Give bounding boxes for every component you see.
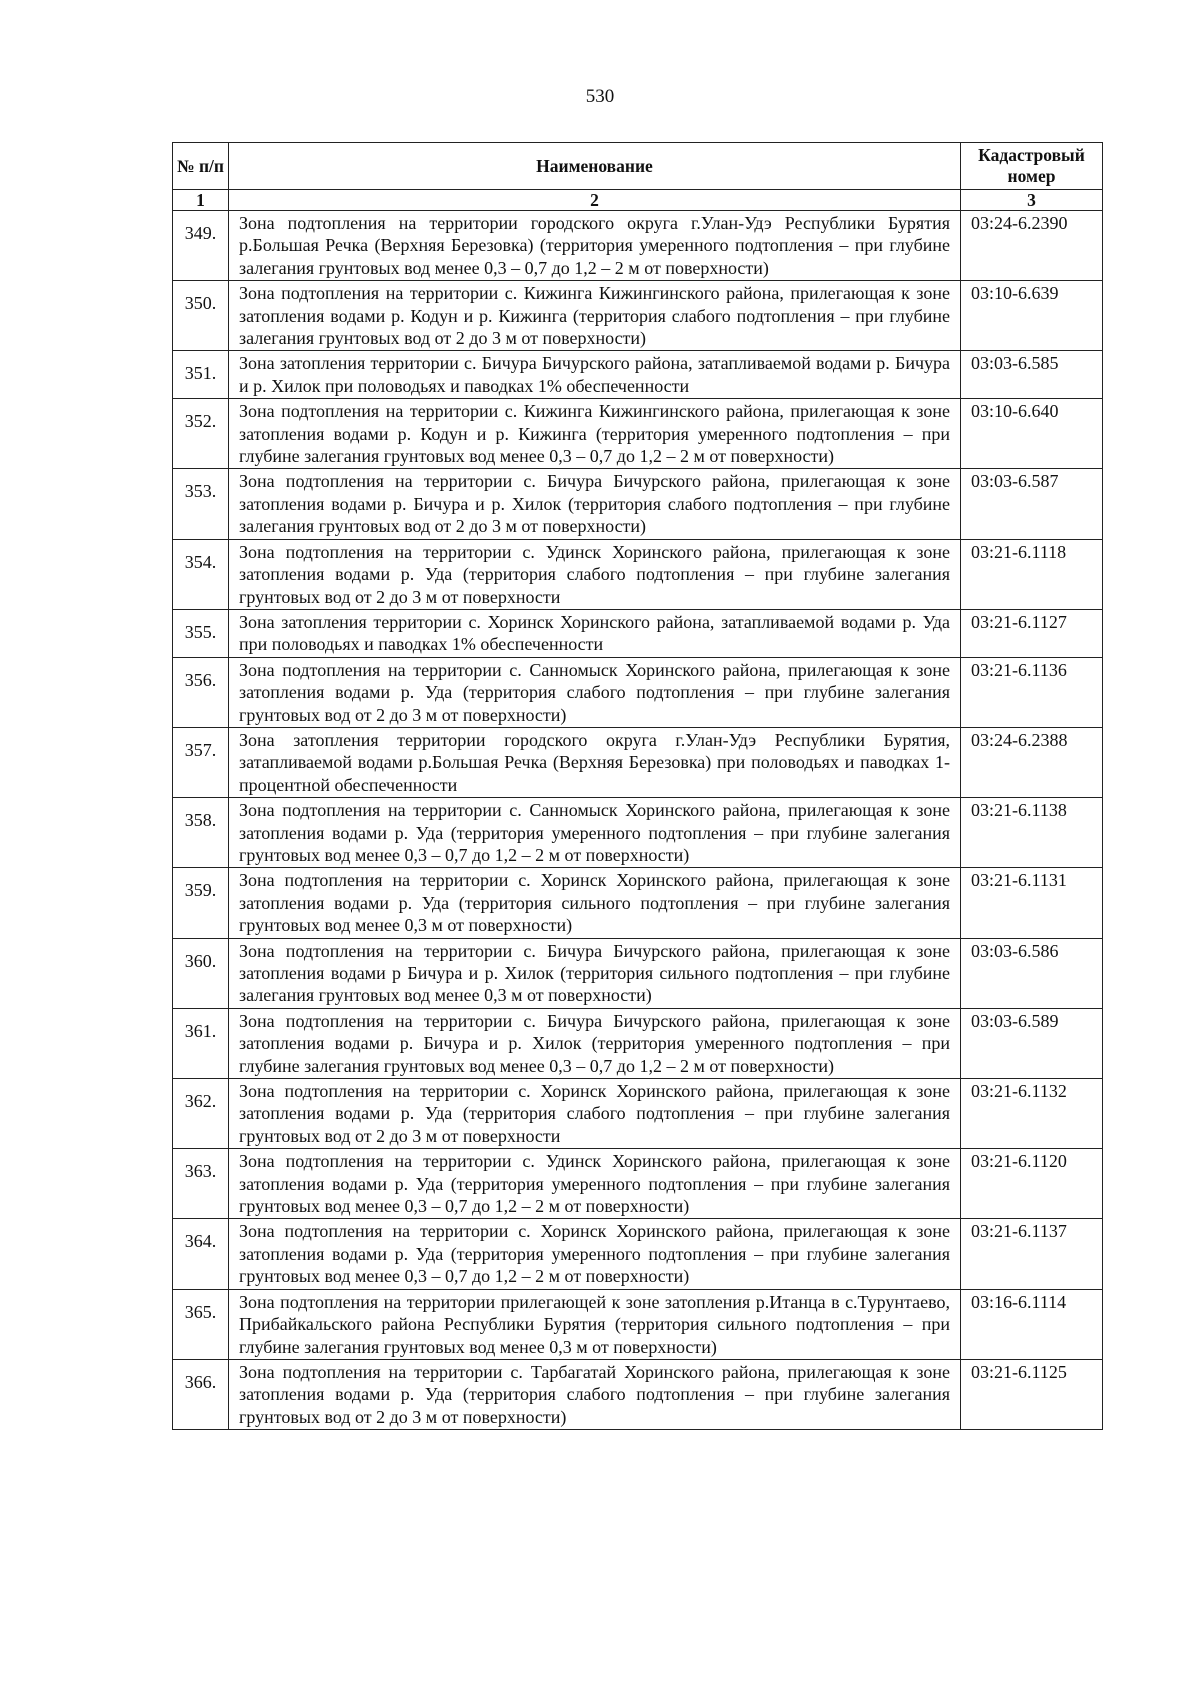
cadastral-number: 03:10-6.639: [961, 281, 1103, 351]
cadastral-number: 03:24-6.2390: [961, 211, 1103, 281]
table-row: [173, 281, 1103, 351]
row-number: 358.: [173, 798, 229, 868]
table-row: [173, 1289, 1103, 1359]
table-row: [173, 657, 1103, 727]
table-row: [173, 1008, 1103, 1078]
zone-name: Зона подтопления на территории с. Кижинга Кижингинского района, прилегающая к зоне затопления водами р. Кодун и р. Кижинга (территория слабого подтопления – при глубине залегания грунтовых вод от 2 до 3 м от поверхности): [229, 281, 961, 351]
table-row: [173, 1079, 1103, 1149]
row-number: 364.: [173, 1219, 229, 1289]
cadastral-number: 03:21-6.1120: [961, 1149, 1103, 1219]
cadastral-number: 03:21-6.1138: [961, 798, 1103, 868]
row-number: 366.: [173, 1359, 229, 1429]
row-number: 351.: [173, 351, 229, 399]
row-number: 355.: [173, 609, 229, 657]
row-number: 349.: [173, 211, 229, 281]
cadastral-number: 03:21-6.1118: [961, 539, 1103, 609]
zone-name: Зона подтопления на территории с. Бичура Бичурского района, прилегающая к зоне затопления водами р. Бичура и р. Хилок (территория умеренного подтопления – при глубине залегания грунтовых вод менее 0,3 – 0,7 до 1,2 – 2 м от поверхности): [229, 1008, 961, 1078]
row-number: 360.: [173, 938, 229, 1008]
table-row: [173, 609, 1103, 657]
cadastral-number: 03:03-6.589: [961, 1008, 1103, 1078]
zone-name: Зона подтопления на территории с. Санномыск Хоринского района, прилегающая к зоне затопления водами р. Уда (территория слабого подтопления – при глубине залегания грунтовых вод от 2 до 3 м от поверхности): [229, 657, 961, 727]
table-row: [173, 1149, 1103, 1219]
cadastral-number: 03:03-6.586: [961, 938, 1103, 1008]
table-row: [173, 399, 1103, 469]
cadastral-number: 03:21-6.1127: [961, 609, 1103, 657]
zone-name: Зона подтопления на территории с. Санномыск Хоринского района, прилегающая к зоне затопления водами р. Уда (территория умеренного подтопления – при глубине залегания грунтовых вод менее 0,3 – 0,7 до 1,2 – 2 м от поверхности): [229, 798, 961, 868]
table-header-row: [173, 143, 1103, 190]
column-number: 2: [229, 190, 961, 211]
table-row: [173, 211, 1103, 281]
table-row: [173, 539, 1103, 609]
row-number: 362.: [173, 1079, 229, 1149]
zone-name: Зона подтопления на территории городского округа г.Улан-Удэ Республики Бурятия р.Большая Речка (Верхняя Березовка) (территория умеренного подтопления – при глубине залегания грунтовых вод менее 0,3 – 0,7 до 1,2 – 2 м от поверхности): [229, 211, 961, 281]
header-name: Наименование: [229, 143, 961, 190]
row-number: 363.: [173, 1149, 229, 1219]
zone-name: Зона затопления территории городского округа г.Улан-Удэ Республики Бурятия, затапливаемой водами р.Большая Речка (Верхняя Березовка) при половодьях и паводках 1-процентной обеспеченности: [229, 727, 961, 797]
column-number-row: [173, 190, 1103, 211]
table-body: [173, 211, 1103, 1430]
table-row: [173, 798, 1103, 868]
table-row: [173, 868, 1103, 938]
row-number: 361.: [173, 1008, 229, 1078]
zone-name: Зона подтопления на территории с. Бичура Бичурского района, прилегающая к зоне затопления водами р. Бичура и р. Хилок (территория слабого подтопления – при глубине залегания грунтовых вод от 2 до 3 м от поверхности): [229, 469, 961, 539]
zone-name: Зона подтопления на территории с. Хоринск Хоринского района, прилегающая к зоне затопления водами р. Уда (территория слабого подтопления – при глубине залегания грунтовых вод от 2 до 3 м от поверхности: [229, 1079, 961, 1149]
cadastral-number: 03:24-6.2388: [961, 727, 1103, 797]
row-number: 365.: [173, 1289, 229, 1359]
row-number: 350.: [173, 281, 229, 351]
cadastral-number: 03:16-6.1114: [961, 1289, 1103, 1359]
row-number: 354.: [173, 539, 229, 609]
table-row: [173, 351, 1103, 399]
header-num: № п/п: [173, 143, 229, 190]
zone-name: Зона подтопления на территории прилегающей к зоне затопления р.Итанца в с.Турунтаево, Прибайкальского района Республики Бурятия (территория сильного подтопления – при глубине залегания грунтовых вод менее 0,3 м от поверхности): [229, 1289, 961, 1359]
row-number: 356.: [173, 657, 229, 727]
zone-name: Зона подтопления на территории с. Удинск Хоринского района, прилегающая к зоне затопления водами р. Уда (территория слабого подтопления – при глубине залегания грунтовых вод от 2 до 3 м от поверхности: [229, 539, 961, 609]
table-row: [173, 938, 1103, 1008]
cadastral-number: 03:21-6.1136: [961, 657, 1103, 727]
cadastral-number: 03:21-6.1131: [961, 868, 1103, 938]
zone-name: Зона затопления территории с. Бичура Бичурского района, затапливаемой водами р. Бичура и р. Хилок при половодьях и паводках 1% обеспеченности: [229, 351, 961, 399]
header-cadastral: Кадастровый номер: [961, 143, 1103, 190]
column-number: 3: [961, 190, 1103, 211]
cadastral-number: 03:21-6.1137: [961, 1219, 1103, 1289]
row-number: 353.: [173, 469, 229, 539]
zone-name: Зона подтопления на территории с. Кижинга Кижингинского района, прилегающая к зоне затопления водами р. Кодун и р. Кижинга (территория умеренного подтопления – при глубине залегания грунтовых вод менее 0,3 – 0,7 до 1,2 – 2 м от поверхности): [229, 399, 961, 469]
zone-name: Зона затопления территории с. Хоринск Хоринского района, затапливаемой водами р. Уда при половодьях и паводках 1% обеспеченности: [229, 609, 961, 657]
table-row: [173, 1219, 1103, 1289]
row-number: 352.: [173, 399, 229, 469]
zone-name: Зона подтопления на территории с. Бичура Бичурского района, прилегающая к зоне затопления водами р Бичура и р. Хилок (территория сильного подтопления – при глубине залегания грунтовых вод менее 0,3 м от поверхности): [229, 938, 961, 1008]
cadastral-number: 03:21-6.1125: [961, 1359, 1103, 1429]
zones-table: [172, 142, 1103, 1430]
cadastral-number: 03:21-6.1132: [961, 1079, 1103, 1149]
table-row: [173, 727, 1103, 797]
cadastral-number: 03:03-6.587: [961, 469, 1103, 539]
cadastral-number: 03:10-6.640: [961, 399, 1103, 469]
row-number: 357.: [173, 727, 229, 797]
column-number: 1: [173, 190, 229, 211]
zone-name: Зона подтопления на территории с. Хоринск Хоринского района, прилегающая к зоне затопления водами р. Уда (территория умеренного подтопления – при глубине залегания грунтовых вод менее 0,3 – 0,7 до 1,2 – 2 м от поверхности): [229, 1219, 961, 1289]
zone-name: Зона подтопления на территории с. Удинск Хоринского района, прилегающая к зоне затопления водами р. Уда (территория умеренного подтопления – при глубине залегания грунтовых вод менее 0,3 – 0,7 до 1,2 – 2 м от поверхности): [229, 1149, 961, 1219]
table-row: [173, 469, 1103, 539]
row-number: 359.: [173, 868, 229, 938]
cadastral-number: 03:03-6.585: [961, 351, 1103, 399]
zone-name: Зона подтопления на территории с. Хоринск Хоринского района, прилегающая к зоне затопления водами р. Уда (территория сильного подтопления – при глубине залегания грунтовых вод менее 0,3 м от поверхности): [229, 868, 961, 938]
zone-name: Зона подтопления на территории с. Тарбагатай Хоринского района, прилегающая к зоне затопления водами р. Уда (территория слабого подтопления – при глубине залегания грунтовых вод от 2 до 3 м от поверхности): [229, 1359, 961, 1429]
page-number: 530: [585, 86, 615, 107]
table-row: [173, 1359, 1103, 1429]
